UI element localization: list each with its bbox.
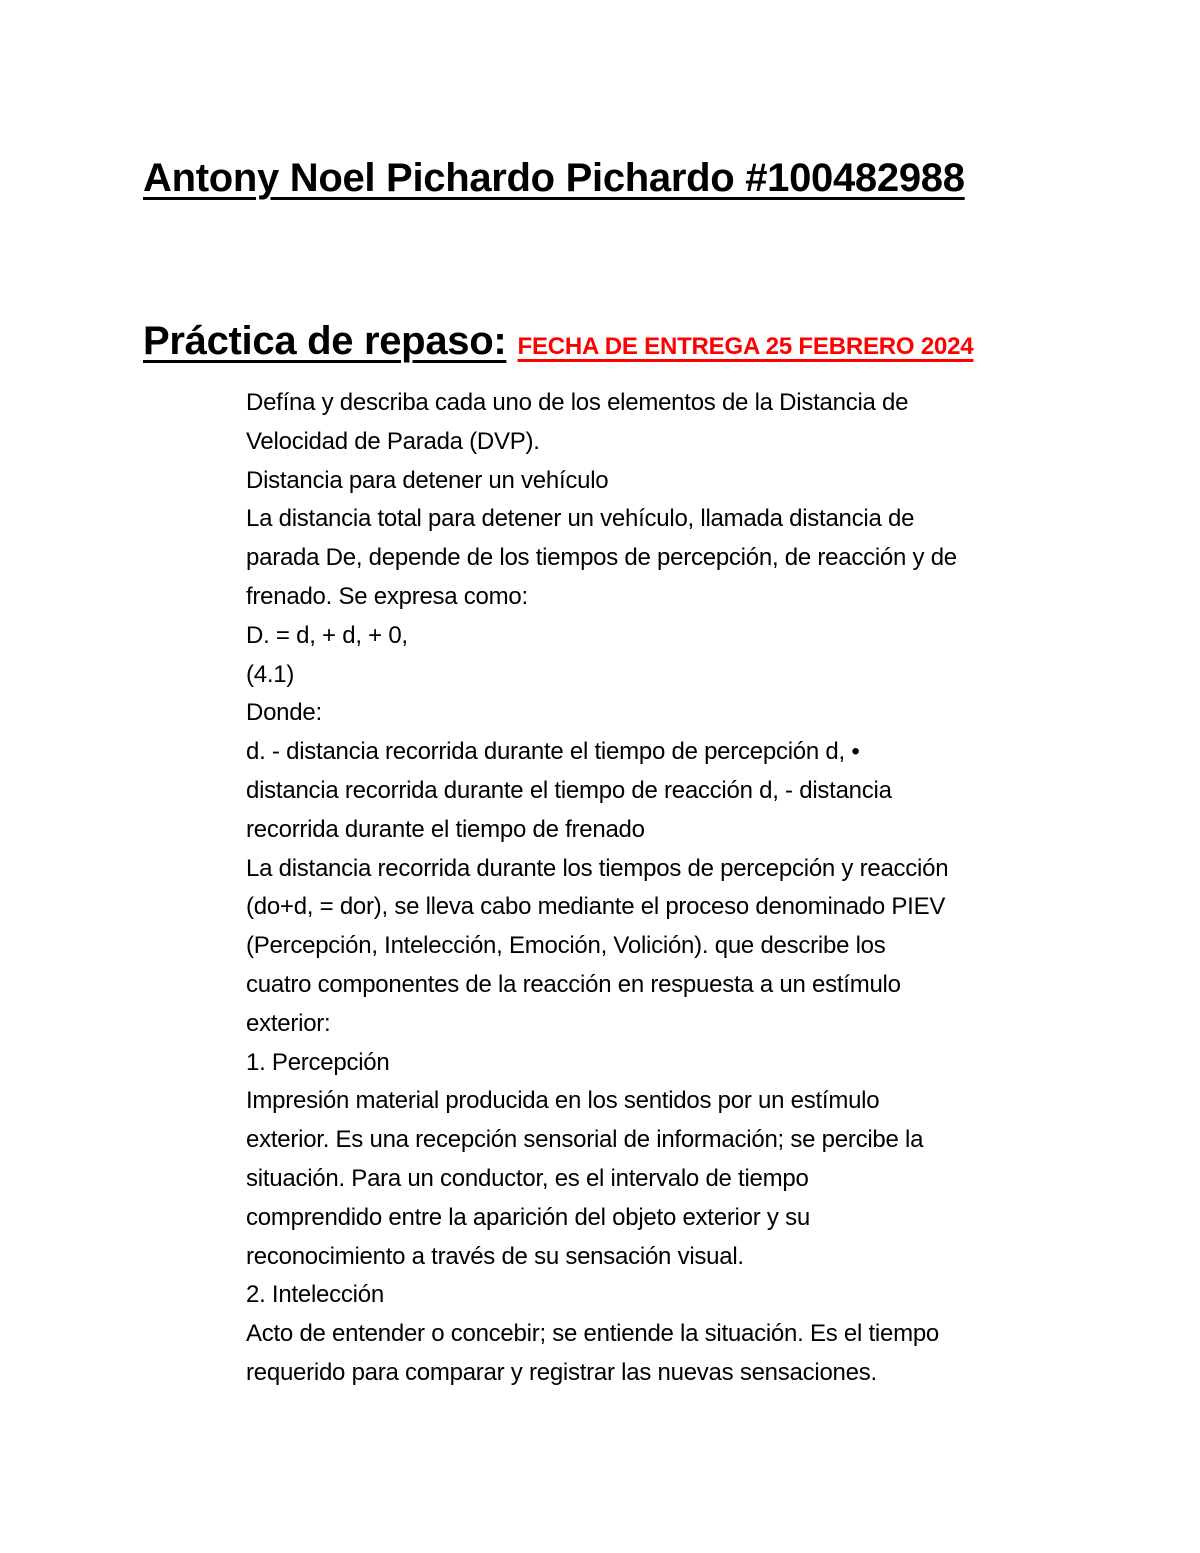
- body-line: parada De, depende de los tiempos de percepción, de reacción y de: [246, 544, 957, 572]
- due-date-text: FECHA DE ENTREGA 25 FEBRERO 2024: [517, 333, 974, 360]
- document-title: Antony Noel Pichardo Pichardo #100482988: [143, 156, 965, 200]
- body-line: La distancia total para detener un vehículo, llamada distancia de: [246, 505, 915, 533]
- body-line: Donde:: [246, 699, 322, 727]
- body-line: requerido para comparar y registrar las nuevas sensaciones.: [246, 1358, 877, 1386]
- body-line: (Percepción, Intelección, Emoción, Volición). que describe los: [246, 932, 886, 960]
- body-line: Acto de entender o concebir; se entiende la situación. Es el tiempo: [246, 1320, 940, 1348]
- body-line: recorrida durante el tiempo de frenado: [246, 815, 645, 843]
- body-line: La distancia recorrida durante los tiempos de percepción y reacción: [246, 854, 949, 882]
- assignment-label: Práctica de repaso:: [143, 319, 507, 363]
- body-line: Defína y describa cada uno de los elementos de la Distancia de: [246, 389, 909, 416]
- body-line: situación. Para un conductor, es el intervalo de tiempo: [246, 1164, 809, 1192]
- body-line: comprendido entre la aparición del objeto exterior y su: [246, 1203, 810, 1231]
- body-line: 1. Percepción: [246, 1048, 390, 1076]
- body-line: frenado. Se expresa como:: [246, 582, 528, 610]
- body-line: exterior. Es una recepción sensorial de información; se percibe la: [246, 1126, 924, 1154]
- body-line: Velocidad de Parada (DVP).: [246, 427, 540, 455]
- body-line: distancia recorrida durante el tiempo de reacción d, - distancia: [246, 776, 892, 804]
- body-line: d. - distancia recorrida durante el tiempo de percepción d, •: [246, 738, 860, 766]
- body-line: Impresión material producida en los sentidos por un estímulo: [246, 1087, 880, 1115]
- body-line: cuatro componentes de la reacción en respuesta a un estímulo: [246, 970, 901, 998]
- body-line: D. = d, + d, + 0,: [246, 621, 408, 649]
- body-line: (do+d, = dor), se lleva cabo mediante el proceso denominado PIEV: [246, 893, 946, 921]
- body-line: Distancia para detener un vehículo: [246, 466, 609, 494]
- body-line: exterior:: [246, 1009, 331, 1037]
- body-text: [246, 384, 1076, 1393]
- body-line: (4.1): [246, 660, 295, 688]
- body-line: reconocimiento a través de su sensación visual.: [246, 1242, 744, 1270]
- body-line: 2. Intelección: [246, 1281, 384, 1309]
- assignment-heading: [143, 313, 973, 375]
